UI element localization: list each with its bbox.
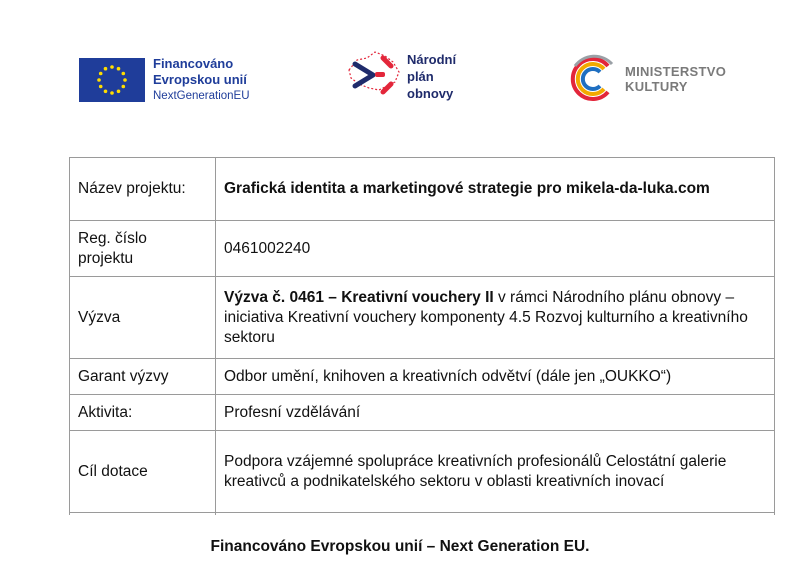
- eu-logo-line1: Financováno: [153, 56, 234, 71]
- goal-label: Cíl dotace: [70, 431, 216, 513]
- guarantor-label: Garant výzvy: [70, 359, 216, 395]
- czech-map-icon: [345, 46, 403, 106]
- project-name-value: Grafická identita a marketingové strategie pro mikela-da-luka.com: [216, 158, 775, 221]
- activity-label: Aktivita:: [70, 395, 216, 431]
- footer-funding-note: Financováno Evropskou unií – Next Generation EU.: [210, 538, 590, 555]
- ministry-logo-line2: KULTURY: [625, 79, 688, 94]
- empty-cell: [216, 513, 775, 516]
- eu-logo-line3: NextGenerationEU: [153, 90, 250, 102]
- call-value: [216, 277, 775, 359]
- call-label: Výzva: [70, 277, 216, 359]
- table-row: [70, 431, 775, 513]
- eu-flag-icon: [79, 58, 145, 102]
- reg-number-label-line1: Reg. číslo: [78, 229, 147, 247]
- call-value-rest: v rámci Národního plánu obnovy – iniciativa Kreativní vouchery komponenty 4.5 Rozvoj kulturního a kreativního sektoru: [224, 288, 748, 346]
- eu-logo-line2: Evropskou unií: [153, 72, 247, 87]
- logo-bar: [0, 0, 800, 130]
- project-name-label: Název projektu:: [70, 158, 216, 221]
- goal-value: Podpora vzájemné spolupráce kreativních profesionálů Celostátní galerie kreativců a podnikatelského sektoru v oblasti kreativních inovací: [216, 431, 775, 513]
- table-row: [70, 395, 775, 431]
- activity-value: Profesní vzdělávání: [216, 395, 775, 431]
- guarantor-value: Odbor umění, knihoven a kreativních odvětví (dále jen „OUKKO“): [216, 359, 775, 395]
- eu-funding-logo: [79, 56, 250, 104]
- table-row: [70, 158, 775, 221]
- npo-logo-line3: obnovy: [407, 85, 454, 101]
- npo-logo-line2: plán: [407, 68, 434, 84]
- npo-logo-line1: Národní: [407, 51, 457, 67]
- reg-number-value: 0461002240: [216, 221, 775, 277]
- ministry-c-icon: [567, 54, 617, 104]
- table-row: [70, 277, 775, 359]
- call-value-bold: Výzva č. 0461 – Kreativní vouchery II: [224, 288, 494, 306]
- ministry-logo-line1: MINISTERSTVO: [625, 64, 727, 79]
- ministry-of-culture-logo: [567, 54, 726, 104]
- npo-logo: [345, 46, 456, 106]
- reg-number-label-line2: projektu: [78, 249, 134, 267]
- table-row-empty: [70, 513, 775, 516]
- reg-number-label: [70, 221, 216, 277]
- table-row: [70, 359, 775, 395]
- table-row: [70, 221, 775, 277]
- project-info-table: [69, 157, 775, 515]
- empty-cell: [70, 513, 216, 516]
